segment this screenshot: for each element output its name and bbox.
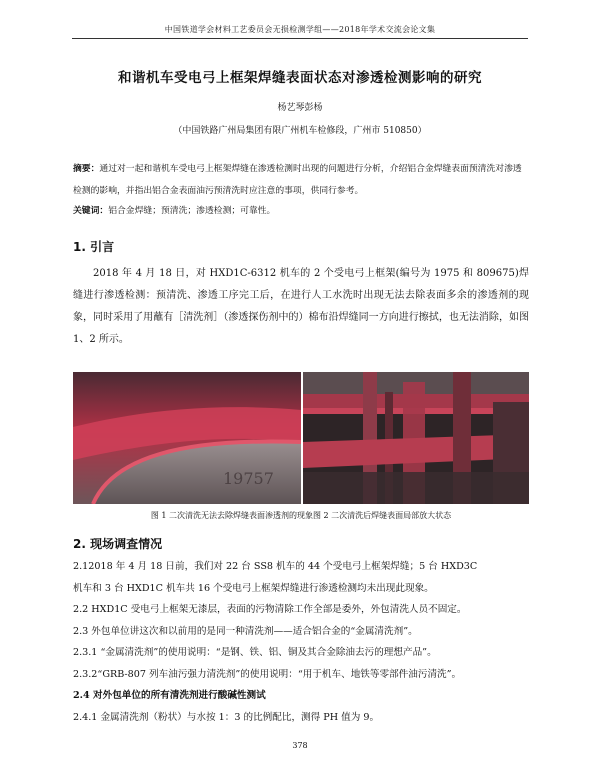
figure-photos — [73, 372, 529, 504]
section-2-line: 2.12018 年 4 月 18 日前，我们对 22 台 SS8 机车的 44 个受电弓上框架焊缝；5 台 HXD3C — [73, 561, 478, 572]
section-2-body — [73, 556, 533, 728]
page-number: 378 — [292, 741, 308, 750]
section-1-heading: 1. 引言 — [73, 240, 115, 254]
paper-authors: 杨艺琴彭杨 — [277, 103, 323, 113]
keywords-text: 铝合金焊缝；预清洗；渗透检测；可靠性。 — [108, 206, 276, 216]
figure-caption: 图 1 二次清洗无法去除焊缝表面渗透剂的现象图 2 二次清洗后焊缝表面局部放大状态 — [150, 511, 452, 520]
figure-2-photo — [303, 372, 529, 504]
paper-title: 和谐机车受电弓上框架焊缝表面状态对渗透检测影响的研究 — [118, 70, 482, 86]
section-2-line: 2.4.1 金属清洗剂（粉状）与水按 1：3 的比例配比，测得 PH 值为 9。 — [73, 711, 380, 723]
abstract-label: 摘要： — [73, 164, 100, 174]
header-divider — [72, 38, 528, 39]
section-1-paragraph — [73, 263, 529, 351]
section-2-line: 2.4 对外包单位的所有清洗剂进行酸碱性测试 — [73, 690, 266, 701]
abstract-text: 通过对一起和谐机车受电弓上框架焊缝在渗透检测时出现的问题进行分析，介绍铝合金焊缝表面预清洗对渗透检测的影响，并指出铝合金表面油污预清洗时应注意的事项，供同行参考。 — [73, 164, 522, 196]
section-2-line: 2.3.1 “金属清洗剂”的使用说明：“是钢、铁、铝、铜及其合金除油去污的理想产品”。 — [73, 647, 437, 658]
section-2-line: 机车和 3 台 HXD1C 机车共 16 个受电弓上框架焊缝进行渗透检测均未出现此现象。 — [73, 582, 434, 594]
figure-1-photo — [73, 372, 301, 504]
keywords-label: 关键词： — [73, 206, 109, 216]
running-header: 中国铁道学会材料工艺委员会无损检测学组——2018年学术交流会论文集 — [164, 25, 436, 34]
paper-affiliation: （中国铁路广州局集团有限广州机车检修段，广州市 510850） — [173, 126, 427, 136]
section-2-line: 2.2 HXD1C 受电弓上框架无漆层，表面的污物清除工作全部是委外，外包清洗人员不固定。 — [73, 604, 467, 615]
section-2-heading: 2. 现场调查情况 — [73, 537, 163, 551]
section-1-text: 2018 年 4 月 18 日，对 HXD1C-6312 机车的 2 个受电弓上框架(编号为 1975 和 809675)焊缝进行渗透检测：预清洗、渗透工序完工后，在进行人工水洗时出现无法去除表面多余的渗透剂的现象，同时采用了用蘸有［清洗剂］（渗透探伤剂中的）棉布沿焊缝同一方向进行擦拭，也无法消除，如图 1、2 所示。 — [73, 268, 529, 345]
keywords — [73, 203, 528, 216]
weld-serial-marking: 19757 — [223, 469, 274, 488]
section-2-line: 2.3 外包单位讲这次和以前用的是同一种清洗剂——适合铝合金的“金属清洗剂”。 — [73, 625, 418, 637]
abstract — [73, 158, 528, 202]
section-2-line: 2.3.2“GRB-807 列车油污强力清洗剂”的使用说明：“用于机车、地铁等零部件油污清洗”。 — [73, 668, 462, 680]
